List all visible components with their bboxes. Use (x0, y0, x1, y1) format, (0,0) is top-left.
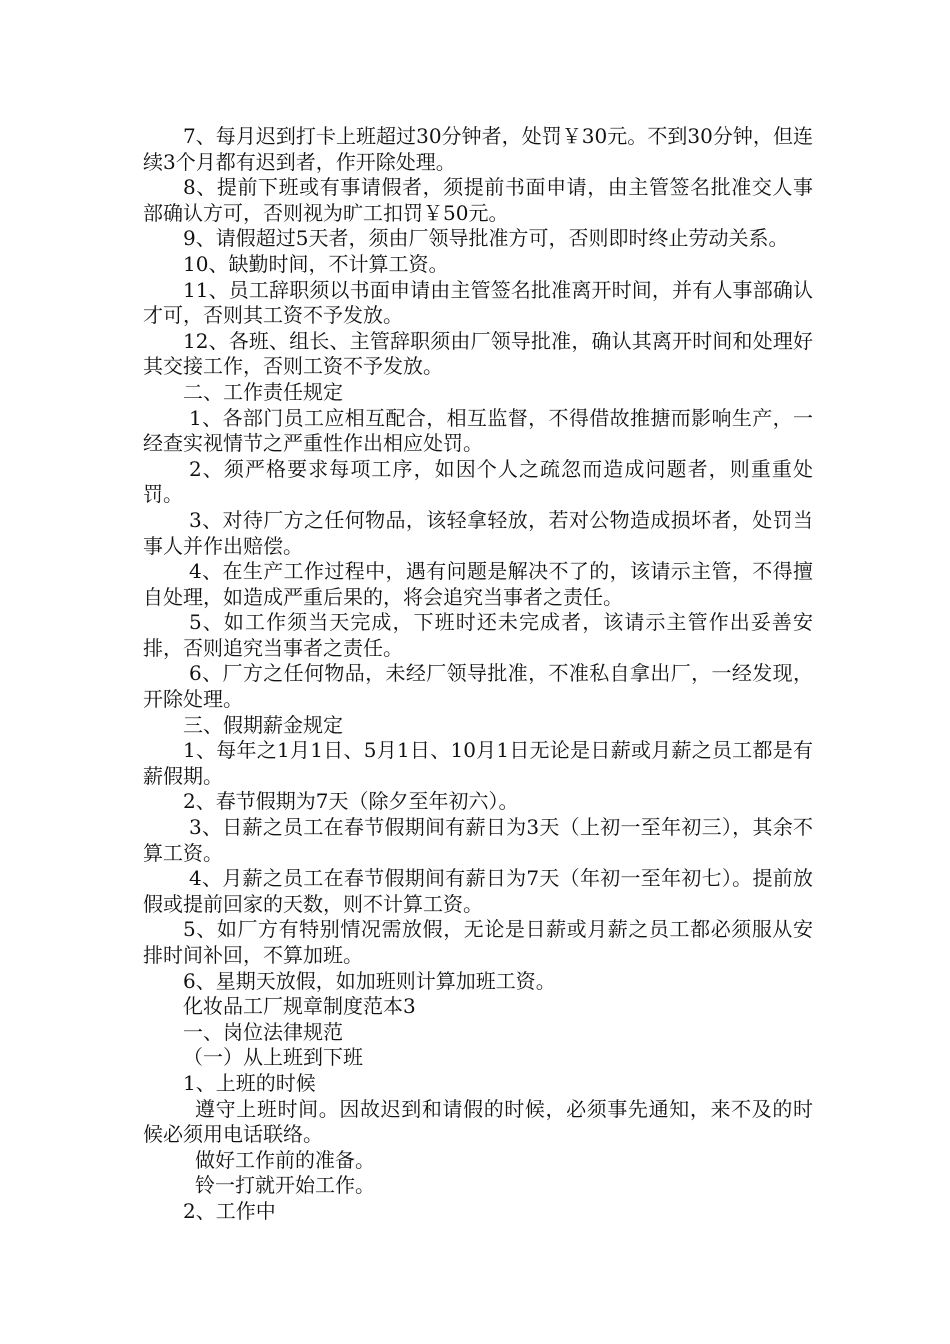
paragraph: 4、月薪之员工在春节假期间有薪日为7天（年初一至年初七）。提前放假或提前回家的天数，则不计算工资。 (143, 866, 813, 916)
paragraph: 遵守上班时间。因故迟到和请假的时候，必须事先通知，来不及的时候必须用电话联络。 (143, 1096, 813, 1147)
paragraph: 5、如厂方有特别情况需放假，无论是日薪或月薪之员工都必须服从安排时间补回，不算加班。 (143, 917, 813, 967)
paragraph: 3、对待厂方之任何物品，该轻拿轻放，若对公物造成损坏者，处罚当事人并作出赔偿。 (143, 507, 813, 558)
section-heading: 三、假期薪金规定 (183, 712, 343, 737)
paragraph: 1、上班的时候 (183, 1070, 316, 1095)
paragraph: 4、在生产工作过程中，遇有问题是解决不了的，该请示主管，不得擅自处理，如造成严重后果的，将会追究当事者之责任。 (143, 559, 813, 609)
paragraph: 2、工作中 (183, 1198, 276, 1223)
document-title: 化妆品工厂规章制度范本3 (183, 994, 416, 1019)
paragraph: 6、厂方之任何物品，未经厂领导批准，不准私自拿出厂，一经发现，开除处理。 (143, 661, 813, 712)
document-body (143, 124, 813, 1225)
paragraph: 1、每年之1月1日、5月1日、10月1日无论是日薪或月薪之员工都是有薪假期。 (143, 738, 813, 788)
paragraph: 12、各班、组长、主管辞职须由厂领导批准，确认其离开时间和处理好其交接工作，否则工资不予发放。 (143, 328, 813, 379)
section-heading: 一、岗位法律规范 (183, 1019, 343, 1044)
paragraph: 1、各部门员工应相互配合，相互监督，不得借故推搪而影响生产，一经查实视情节之严重性作出相应处罚。 (143, 405, 813, 456)
paragraph: 铃一打就开始工作。 (195, 1173, 375, 1198)
paragraph: 做好工作前的准备。 (195, 1147, 375, 1172)
section-heading: 二、工作责任规定 (183, 379, 343, 404)
paragraph: 7、每月迟到打卡上班超过30分钟者，处罚￥30元。不到30分钟，但连续3个月都有迟到者，作开除处理。 (143, 124, 813, 174)
paragraph: 11、员工辞职须以书面申请由主管签名批准离开时间，并有人事部确认才可，否则其工资不予发放。 (143, 277, 813, 328)
paragraph: 8、提前下班或有事请假者，须提前书面申请，由主管签名批准交人事部确认方可，否则视为旷工扣罚￥50元。 (143, 175, 813, 225)
paragraph: 2、须严格要求每项工序，如因个人之疏忽而造成问题者，则重重处罚。 (143, 456, 813, 507)
paragraph: 5、如工作须当天完成，下班时还未完成者，该请示主管作出妥善安排，否则追究当事者之责任。 (143, 610, 813, 660)
paragraph: 3、日薪之员工在春节假期间有薪日为3天（上初一至年初三），其余不算工资。 (143, 815, 813, 865)
paragraph: 10、缺勤时间，不计算工资。 (183, 251, 449, 276)
paragraph: 6、星期天放假，如加班则计算加班工资。 (183, 968, 556, 993)
paragraph: 2、春节假期为7天（除夕至年初六）。 (183, 789, 519, 814)
paragraph: 9、请假超过5天者，须由厂领导批准方可，否则即时终止劳动关系。 (183, 226, 789, 251)
subsection-heading: （一）从上班到下班 (183, 1045, 363, 1070)
